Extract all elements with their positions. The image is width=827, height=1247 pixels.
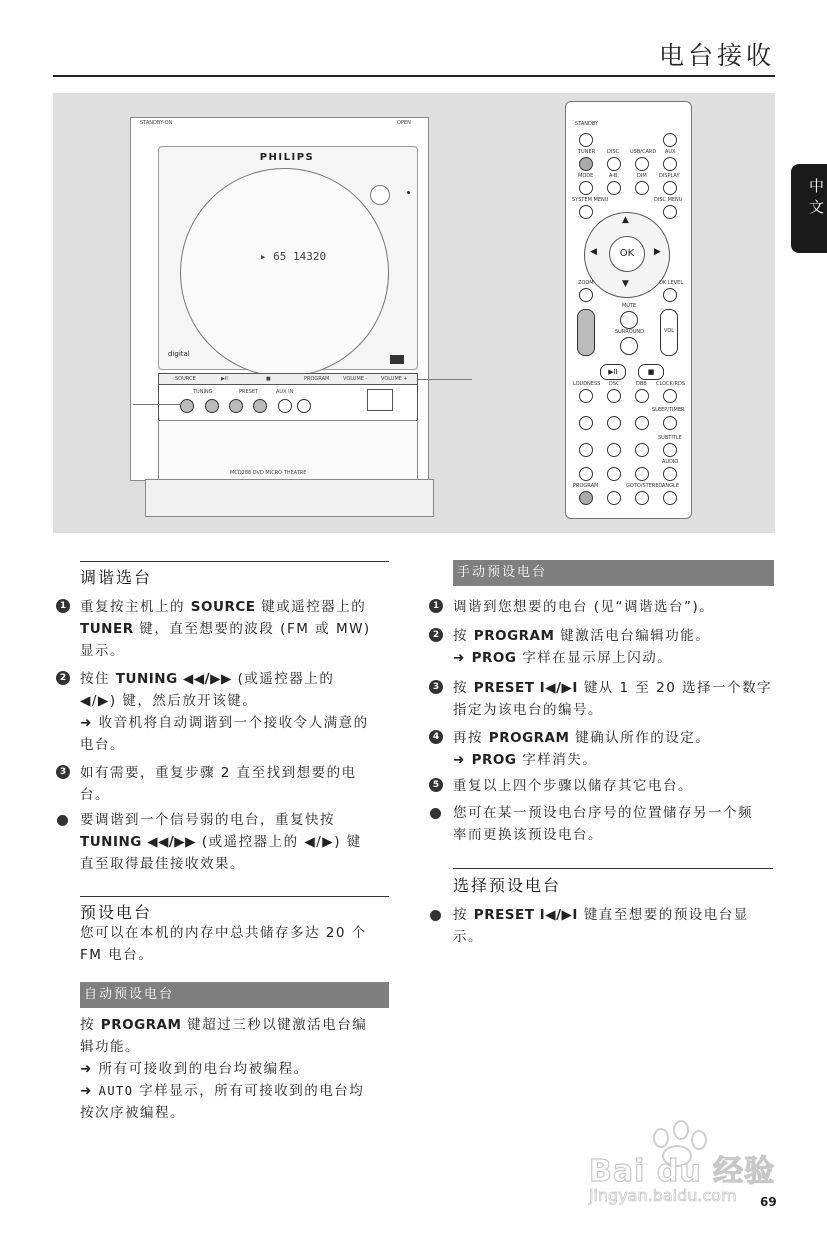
subheading-manual-preset: 手动预设电台: [453, 560, 774, 586]
remote-label-zoom: ZOOM: [578, 280, 594, 286]
device-model-label: MCD288 DVD MICRO THEATRE: [230, 470, 307, 476]
down-arrow-icon[interactable]: ▼: [622, 279, 629, 289]
remote-label-aux: AUX: [665, 149, 676, 155]
digit-4-button[interactable]: [579, 443, 593, 457]
play-pause-icon[interactable]: ▶II: [600, 364, 626, 380]
dim-button[interactable]: [635, 181, 649, 195]
digit-6-button[interactable]: [635, 443, 649, 457]
remote-label-vol: VOL: [664, 328, 675, 334]
headphone-jack: [297, 399, 311, 413]
device-bar-label-source: SOURCE: [175, 376, 196, 382]
manual-step-4: 再按 PROGRAM 键确认所作的设定。 ➜ PROG 字样消失。: [453, 730, 711, 768]
section-rule: [80, 561, 389, 562]
tuning-step-2: 按住 TUNING ◀◀/▶▶ (或遥控器上的 ◀/▶) 键，然后放开该键。 ➜ 收音机将自动调谐到一个接收令人满意的 电台。: [80, 671, 369, 753]
preset-forward-knob[interactable]: [253, 399, 267, 413]
system-menu-button[interactable]: [579, 205, 593, 219]
right-arrow-icon[interactable]: ▶: [654, 247, 661, 257]
device-led: [407, 191, 410, 194]
manual-step-5: 重复以上四个步骤以储存其它电台。: [453, 778, 693, 794]
remote-label-dsc: DSC: [609, 381, 620, 387]
device-knob: [370, 185, 390, 205]
subtitle-button[interactable]: [663, 443, 677, 457]
remote-label-clock-rds: CLOCK/RDS: [656, 381, 685, 387]
remote-label-angle: ANGLE: [662, 483, 679, 489]
dbb-button[interactable]: [635, 389, 649, 403]
step-marker-3: 3: [429, 680, 443, 694]
device-logo: digital: [168, 350, 190, 358]
aux-button[interactable]: [663, 157, 677, 171]
dvd-logo-icon: [390, 355, 404, 364]
left-arrow-icon[interactable]: ◀: [590, 247, 597, 257]
callout-line-left: [133, 404, 181, 405]
step-marker-1: 1: [56, 599, 70, 613]
ok-button[interactable]: OK: [609, 236, 645, 272]
remote-label-goto-stereo: GOTO/STEREO: [626, 483, 663, 489]
manual-step-3: 按 PRESET I◀/▶I 键从 1 至 20 选择一个数字 指定为该电台的编号。: [453, 680, 773, 718]
disc-menu-button[interactable]: [663, 205, 677, 219]
device-bar-label-stop: ■: [266, 376, 271, 382]
remote-label-standby: STANDBY: [575, 121, 599, 127]
aux-in-label: AUX IN: [276, 389, 294, 395]
aux-in-jack: [278, 399, 292, 413]
step-marker-3: 3: [56, 765, 70, 779]
tuner-button[interactable]: [579, 157, 593, 171]
loudness-button[interactable]: [579, 389, 593, 403]
remote-label-system-menu: SYSTEM MENU: [572, 197, 609, 203]
remote-label-loudness: LOUDNESS: [573, 381, 601, 387]
section-rule: [453, 868, 773, 869]
manual-step-1: 调谐到您想要的电台 (见“调谐选台”)。: [453, 599, 715, 615]
eject-button[interactable]: [663, 133, 677, 147]
digit-1-button[interactable]: [579, 416, 593, 430]
device-brand: PHILIPS: [259, 152, 315, 163]
section-heading-tuning: 调谐选台: [80, 568, 153, 587]
device-bar-label-play: ▶II: [221, 376, 228, 382]
watermark-url: jingyan.baidu.com: [589, 1186, 737, 1205]
remote-label-dim: DIM: [637, 173, 647, 179]
presets-intro: 您可以在本机的内存中总共储存多达 20 个 FM 电台。: [80, 925, 367, 963]
tuning-weak-signal-note: 要调谐到一个信号弱的电台，重复快按 TUNING ◀◀/▶▶ (或遥控器上的 ◀/▶) 键 直至取得最佳接收效果。: [80, 812, 362, 872]
skip-rocker[interactable]: [577, 309, 595, 356]
bullet-dot: [430, 910, 441, 921]
remote-label-dbb: DBB: [636, 381, 647, 387]
zoom-button[interactable]: [579, 288, 593, 302]
digit-2-button[interactable]: [607, 416, 621, 430]
section-rule: [80, 896, 389, 897]
device-open-label: OPEN: [397, 120, 411, 126]
angle-button[interactable]: [663, 491, 677, 505]
device-stand: [145, 479, 434, 517]
remote-label-tuner: TUNER: [578, 149, 596, 155]
remote-label-surround: SURROUND: [615, 329, 644, 335]
step-marker-2: 2: [56, 671, 70, 685]
remote-label-ok-level: OK LEVEL: [659, 280, 684, 286]
auto-preset-text: 按 PROGRAM 键超过三秒以键激活电台编 辑功能。 ➜ 所有可接收到的电台均被编程。 ➜ AUTO 字样显示，所有可接收到的电台均 按次序被编程。: [80, 1017, 368, 1121]
digit-8-button[interactable]: [607, 467, 621, 481]
language-tab: [791, 164, 827, 253]
header-rule: [53, 75, 775, 77]
manual-step-2: 按 PROGRAM 键激活电台编辑功能。 ➜ PROG 字样在显示屏上闪动。: [453, 628, 711, 666]
select-preset-text: 按 PRESET I◀/▶I 键直至想要的预设电台显 示。: [453, 907, 749, 945]
step-marker-2: 2: [429, 628, 443, 642]
disc-window: [180, 168, 389, 377]
remote-label-audio: AUDIO: [662, 459, 679, 465]
dsc-button[interactable]: [607, 389, 621, 403]
remote-label-disc-menu: DISC MENU: [654, 197, 683, 203]
tuning-forward-knob[interactable]: [205, 399, 219, 413]
page-title: 电台接收: [658, 41, 775, 70]
remote-label-sleep-timer: SLEEP/TIMER: [652, 407, 685, 413]
remote-label-subtitle: SUBTITLE: [658, 435, 682, 441]
preset-back-knob[interactable]: [229, 399, 243, 413]
stop-icon[interactable]: ■: [638, 364, 664, 380]
usb-slot-icon: [367, 389, 393, 411]
tuning-step-1: 重复按主机上的 SOURCE 键或遥控器上的 TUNER 键，直至想要的波段 (FM 或 MW) 显示。: [80, 599, 371, 659]
audio-button[interactable]: [663, 467, 677, 481]
device-standby-label: STANDBY·ON: [140, 120, 173, 126]
mute-button[interactable]: [620, 311, 638, 329]
tuning-step-3: 如有需要，重复步骤 2 直至找到想要的电 台。: [80, 765, 357, 803]
digit-3-button[interactable]: [635, 416, 649, 430]
section-heading-select-preset: 选择预设电台: [453, 876, 562, 895]
manual-preset-note: 您可在某一预设电台序号的位置储存另一个频 率而更换该预设电台。: [453, 805, 753, 843]
surround-button[interactable]: [620, 337, 638, 355]
subheading-auto-preset: 自动预设电台: [80, 982, 389, 1008]
ok-level-button[interactable]: [663, 288, 677, 302]
remote-label-ab: A-B: [609, 173, 618, 179]
clock-rds-button[interactable]: [663, 389, 677, 403]
usb-card-button[interactable]: [635, 157, 649, 171]
page-number: 69: [760, 1195, 777, 1209]
digit-5-button[interactable]: [607, 443, 621, 457]
device-display: ▸ 65 14320: [259, 250, 327, 263]
bullet-dot: [430, 808, 441, 819]
baidu-watermark: [583, 1118, 783, 1218]
remote-label-program: PROGRAM: [573, 483, 599, 489]
standby-button[interactable]: [579, 133, 593, 147]
display-button[interactable]: [663, 181, 677, 195]
watermark-brand: Bai du 经验: [589, 1154, 776, 1189]
language-tab-label: 中文: [807, 178, 825, 220]
step-marker-1: 1: [429, 599, 443, 613]
preset-label: PRESET: [239, 389, 259, 395]
remote-label-display: DISPLAY: [659, 173, 680, 179]
goto-stereo-button[interactable]: [635, 491, 649, 505]
remote-label-mode: MODE: [578, 173, 594, 179]
tuning-back-knob[interactable]: [180, 399, 194, 413]
digit-9-button[interactable]: [635, 467, 649, 481]
digit-7-button[interactable]: [579, 467, 593, 481]
digit-0-button[interactable]: [607, 491, 621, 505]
up-arrow-icon[interactable]: ▲: [622, 215, 629, 225]
program-button[interactable]: [579, 491, 593, 505]
remote-label-mute: MUTE: [622, 303, 637, 309]
ab-button[interactable]: [607, 181, 621, 195]
bullet-dot: [57, 815, 68, 826]
remote-label-disc: DISC: [607, 149, 619, 155]
tuning-label: TUNING: [193, 389, 213, 395]
device-bar-label-program: PROGRAM: [304, 376, 330, 382]
step-marker-4: 4: [429, 730, 443, 744]
step-marker-5: 5: [429, 778, 443, 792]
callout-line-right: [418, 379, 472, 380]
sleep-timer-button[interactable]: [663, 416, 677, 430]
device-bar-label-vol-down: VOLUME -: [343, 376, 368, 382]
disc-button[interactable]: [607, 157, 621, 171]
remote-label-usb: USB/CARD: [630, 149, 657, 155]
device-bar-label-vol-up: VOLUME +: [381, 376, 408, 382]
mode-button[interactable]: [579, 181, 593, 195]
section-heading-presets: 预设电台: [80, 903, 153, 922]
